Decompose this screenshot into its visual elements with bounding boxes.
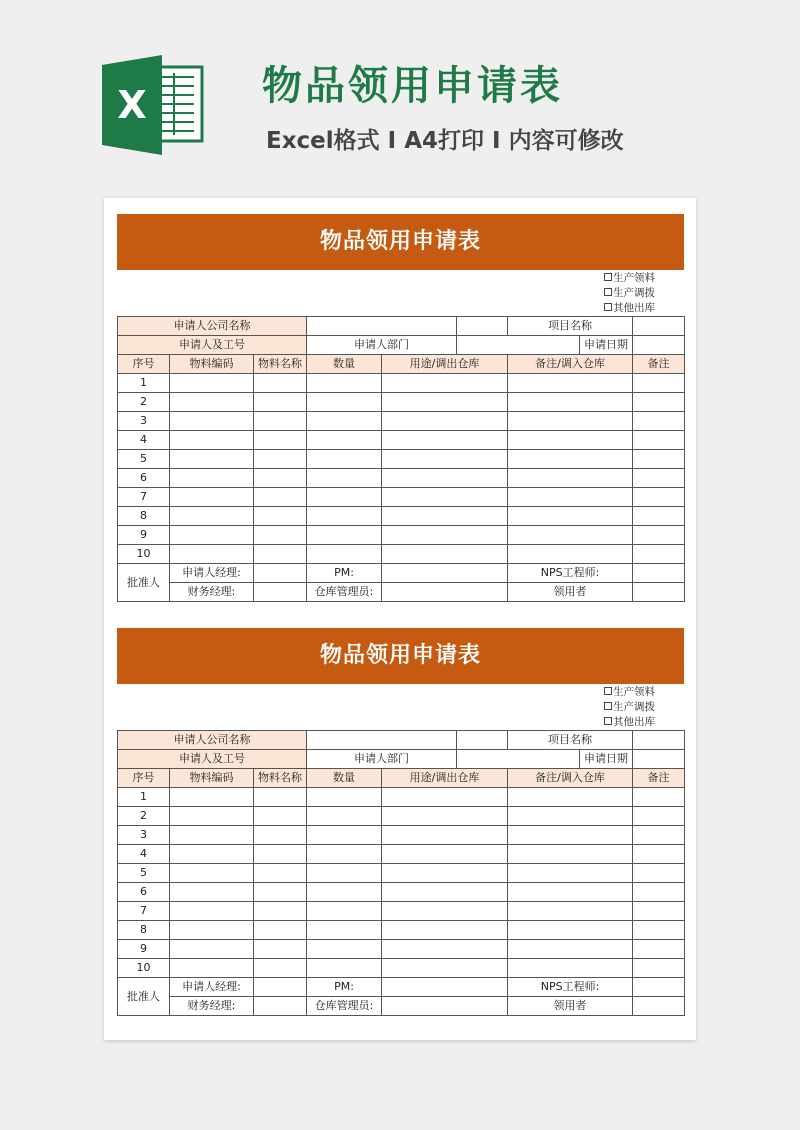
table-row [118, 921, 685, 940]
col-header-code: 物料编码 [170, 355, 254, 374]
checkbox-icon[interactable] [604, 702, 612, 710]
finance-sign-cell[interactable] [254, 583, 307, 602]
row-number: 5 [118, 450, 170, 469]
cell[interactable] [508, 431, 633, 450]
nps-label: NPS工程师: [508, 564, 633, 583]
form-title: 物品领用申请表 [117, 628, 684, 684]
cell[interactable] [508, 902, 633, 921]
table-row [118, 431, 685, 450]
cell[interactable] [382, 393, 508, 412]
cell[interactable] [170, 450, 254, 469]
receiver-label: 领用者 [508, 583, 633, 602]
checkbox-icon[interactable] [604, 717, 612, 725]
info-cell[interactable] [457, 317, 508, 336]
receiver-sign-cell[interactable] [633, 997, 685, 1016]
cell[interactable] [633, 488, 685, 507]
cell[interactable] [508, 450, 633, 469]
cell[interactable] [382, 507, 508, 526]
cell[interactable] [382, 864, 508, 883]
company-label: 申请人公司名称 [118, 731, 307, 750]
cell[interactable] [254, 431, 307, 450]
cell[interactable] [508, 864, 633, 883]
cell[interactable] [382, 545, 508, 564]
form-table [117, 730, 685, 1016]
company-value-cell[interactable] [307, 731, 457, 750]
cell[interactable] [633, 807, 685, 826]
cell[interactable] [382, 526, 508, 545]
row-number: 7 [118, 488, 170, 507]
row-number: 3 [118, 826, 170, 845]
table-row [118, 807, 685, 826]
cell[interactable] [508, 412, 633, 431]
cell[interactable] [508, 788, 633, 807]
request-form-2 [117, 628, 684, 1016]
cell[interactable] [382, 940, 508, 959]
cell[interactable] [508, 826, 633, 845]
cell[interactable] [254, 864, 307, 883]
warehouse-label: 仓库管理员: [307, 583, 382, 602]
row-number: 2 [118, 393, 170, 412]
table-row [118, 393, 685, 412]
cell[interactable] [382, 488, 508, 507]
cell[interactable] [633, 902, 685, 921]
cell[interactable] [307, 864, 382, 883]
cell[interactable] [633, 526, 685, 545]
info-cell[interactable] [457, 731, 508, 750]
col-header-name: 物料名称 [254, 355, 307, 374]
row-number: 8 [118, 507, 170, 526]
cell[interactable] [307, 940, 382, 959]
cell[interactable] [254, 883, 307, 902]
row-number: 9 [118, 526, 170, 545]
cell[interactable] [254, 374, 307, 393]
cell[interactable] [307, 959, 382, 978]
table-row [118, 526, 685, 545]
nps-sign-cell[interactable] [633, 978, 685, 997]
cell[interactable] [508, 507, 633, 526]
cell[interactable] [633, 374, 685, 393]
cell[interactable] [508, 374, 633, 393]
excel-icon [102, 55, 206, 155]
option-item[interactable] [604, 715, 684, 730]
cell[interactable] [307, 507, 382, 526]
table-row [118, 412, 685, 431]
request-form-1 [117, 214, 684, 602]
row-number: 4 [118, 845, 170, 864]
cell[interactable] [254, 488, 307, 507]
cell[interactable] [254, 393, 307, 412]
approver-label: 批准人 [118, 564, 170, 602]
cell[interactable] [633, 469, 685, 488]
pm-sign-cell[interactable] [382, 978, 508, 997]
pm-sign-cell[interactable] [382, 564, 508, 583]
cell[interactable] [382, 921, 508, 940]
form-table [117, 316, 685, 602]
receiver-sign-cell[interactable] [633, 583, 685, 602]
cell[interactable] [307, 826, 382, 845]
warehouse-label: 仓库管理员: [307, 997, 382, 1016]
table-row [118, 826, 685, 845]
cell[interactable] [382, 959, 508, 978]
department-value-cell[interactable] [457, 750, 580, 769]
manager-sign-cell[interactable] [254, 978, 307, 997]
row-number: 3 [118, 412, 170, 431]
table-row [118, 450, 685, 469]
col-header-code: 物料编码 [170, 769, 254, 788]
cell[interactable] [307, 902, 382, 921]
project-value-cell[interactable] [633, 731, 685, 750]
applicant-id-label: 申请人及工号 [118, 336, 307, 355]
cell[interactable] [254, 940, 307, 959]
table-row [118, 902, 685, 921]
project-value-cell[interactable] [633, 317, 685, 336]
cell[interactable] [633, 864, 685, 883]
cell[interactable] [633, 788, 685, 807]
option-label: 生产调拨 [613, 287, 655, 299]
table-row [118, 864, 685, 883]
cell[interactable] [508, 526, 633, 545]
table-row [118, 940, 685, 959]
date-label: 申请日期 [580, 750, 633, 769]
cell[interactable] [633, 431, 685, 450]
cell[interactable] [633, 921, 685, 940]
finance-sign-cell[interactable] [254, 997, 307, 1016]
table-row [118, 469, 685, 488]
cell[interactable] [382, 450, 508, 469]
cell[interactable] [254, 507, 307, 526]
cell[interactable] [307, 412, 382, 431]
row-number: 6 [118, 883, 170, 902]
cell[interactable] [382, 788, 508, 807]
company-label: 申请人公司名称 [118, 317, 307, 336]
cell[interactable] [170, 940, 254, 959]
cell[interactable] [307, 431, 382, 450]
cell[interactable] [254, 469, 307, 488]
checkbox-icon[interactable] [604, 303, 612, 311]
header [0, 0, 800, 195]
row-number: 4 [118, 431, 170, 450]
cell[interactable] [307, 526, 382, 545]
table-row [118, 959, 685, 978]
cell[interactable] [170, 507, 254, 526]
row-number: 1 [118, 374, 170, 393]
main-title: 物品领用申请表 [262, 63, 563, 109]
cell[interactable] [170, 921, 254, 940]
type-options [117, 270, 684, 316]
cell[interactable] [170, 526, 254, 545]
cell[interactable] [254, 526, 307, 545]
cell[interactable] [170, 883, 254, 902]
receiver-label: 领用者 [508, 997, 633, 1016]
manager-label: 申请人经理: [170, 564, 254, 583]
option-item[interactable] [604, 700, 684, 715]
cell[interactable] [254, 902, 307, 921]
cell[interactable] [170, 788, 254, 807]
cell[interactable] [633, 393, 685, 412]
company-value-cell[interactable] [307, 317, 457, 336]
department-label: 申请人部门 [307, 336, 457, 355]
cell[interactable] [633, 450, 685, 469]
cell[interactable] [170, 469, 254, 488]
option-label: 生产领料 [613, 272, 655, 284]
cell[interactable] [633, 545, 685, 564]
option-item[interactable] [604, 301, 684, 316]
pm-label: PM: [307, 564, 382, 583]
cell[interactable] [170, 959, 254, 978]
applicant-id-label: 申请人及工号 [118, 750, 307, 769]
department-label: 申请人部门 [307, 750, 457, 769]
option-label: 生产领料 [613, 686, 655, 698]
checkbox-icon[interactable] [604, 273, 612, 281]
form-title: 物品领用申请表 [117, 214, 684, 270]
table-row [118, 488, 685, 507]
row-number: 1 [118, 788, 170, 807]
cell[interactable] [633, 959, 685, 978]
nps-label: NPS工程师: [508, 978, 633, 997]
cell[interactable] [170, 902, 254, 921]
manager-sign-cell[interactable] [254, 564, 307, 583]
warehouse-sign-cell[interactable] [382, 583, 508, 602]
table-row [118, 545, 685, 564]
document-sheet [104, 198, 696, 1040]
cell[interactable] [254, 545, 307, 564]
cell[interactable] [307, 807, 382, 826]
col-header-qty: 数量 [307, 355, 382, 374]
col-header-note-in: 备注/调入仓库 [508, 769, 633, 788]
date-value-cell[interactable] [633, 750, 685, 769]
warehouse-sign-cell[interactable] [382, 997, 508, 1016]
cell[interactable] [382, 431, 508, 450]
cell[interactable] [633, 826, 685, 845]
cell[interactable] [170, 393, 254, 412]
cell[interactable] [307, 488, 382, 507]
row-number: 9 [118, 940, 170, 959]
cell[interactable] [382, 412, 508, 431]
cell[interactable] [508, 940, 633, 959]
cell[interactable] [508, 845, 633, 864]
project-label: 项目名称 [508, 731, 633, 750]
subtitle: Excel格式 I A4打印 I 内容可修改 [266, 128, 624, 154]
cell[interactable] [254, 450, 307, 469]
pm-label: PM: [307, 978, 382, 997]
excel-logo-letter: X [117, 83, 147, 127]
cell[interactable] [254, 845, 307, 864]
nps-sign-cell[interactable] [633, 564, 685, 583]
cell[interactable] [508, 545, 633, 564]
cell[interactable] [170, 864, 254, 883]
cell[interactable] [170, 807, 254, 826]
row-number: 2 [118, 807, 170, 826]
cell[interactable] [508, 921, 633, 940]
cell[interactable] [508, 883, 633, 902]
option-item[interactable] [604, 286, 684, 301]
cell[interactable] [170, 374, 254, 393]
cell[interactable] [382, 902, 508, 921]
col-header-name: 物料名称 [254, 769, 307, 788]
cell[interactable] [307, 450, 382, 469]
approver-label: 批准人 [118, 978, 170, 1016]
finance-label: 财务经理: [170, 583, 254, 602]
cell[interactable] [382, 826, 508, 845]
option-item[interactable] [604, 685, 684, 700]
cell[interactable] [382, 374, 508, 393]
table-row [118, 788, 685, 807]
cell[interactable] [170, 412, 254, 431]
cell[interactable] [633, 412, 685, 431]
department-value-cell[interactable] [457, 336, 580, 355]
table-row [118, 883, 685, 902]
cell[interactable] [307, 921, 382, 940]
table-row [118, 374, 685, 393]
cell[interactable] [508, 393, 633, 412]
cell[interactable] [170, 545, 254, 564]
col-header-qty: 数量 [307, 769, 382, 788]
cell[interactable] [254, 921, 307, 940]
cell[interactable] [254, 826, 307, 845]
col-header-remark: 备注 [633, 769, 685, 788]
cell[interactable] [633, 940, 685, 959]
col-header-usage: 用途/调出仓库 [382, 769, 508, 788]
cell[interactable] [307, 393, 382, 412]
col-header-no: 序号 [118, 769, 170, 788]
row-number: 10 [118, 959, 170, 978]
cell[interactable] [307, 374, 382, 393]
cell[interactable] [508, 807, 633, 826]
row-number: 5 [118, 864, 170, 883]
cell[interactable] [307, 845, 382, 864]
col-header-note-in: 备注/调入仓库 [508, 355, 633, 374]
cell[interactable] [307, 469, 382, 488]
cell[interactable] [170, 845, 254, 864]
row-number: 7 [118, 902, 170, 921]
cell[interactable] [633, 845, 685, 864]
cell[interactable] [382, 807, 508, 826]
manager-label: 申请人经理: [170, 978, 254, 997]
col-header-no: 序号 [118, 355, 170, 374]
cell[interactable] [170, 488, 254, 507]
project-label: 项目名称 [508, 317, 633, 336]
cell[interactable] [307, 883, 382, 902]
table-row [118, 507, 685, 526]
cell[interactable] [633, 507, 685, 526]
row-number: 8 [118, 921, 170, 940]
cell[interactable] [254, 788, 307, 807]
date-value-cell[interactable] [633, 336, 685, 355]
finance-label: 财务经理: [170, 997, 254, 1016]
cell[interactable] [170, 431, 254, 450]
table-row [118, 845, 685, 864]
option-label: 其他出库 [613, 716, 655, 728]
checkbox-icon[interactable] [604, 687, 612, 695]
col-header-remark: 备注 [633, 355, 685, 374]
cell[interactable] [254, 959, 307, 978]
cell[interactable] [508, 488, 633, 507]
cell[interactable] [254, 412, 307, 431]
cell[interactable] [307, 545, 382, 564]
cell[interactable] [508, 959, 633, 978]
option-label: 生产调拨 [613, 701, 655, 713]
cell[interactable] [633, 883, 685, 902]
date-label: 申请日期 [580, 336, 633, 355]
cell[interactable] [254, 807, 307, 826]
cell[interactable] [382, 883, 508, 902]
cell[interactable] [307, 788, 382, 807]
col-header-usage: 用途/调出仓库 [382, 355, 508, 374]
option-item[interactable] [604, 271, 684, 286]
checkbox-icon[interactable] [604, 288, 612, 296]
cell[interactable] [382, 845, 508, 864]
cell[interactable] [508, 469, 633, 488]
cell[interactable] [382, 469, 508, 488]
row-number: 6 [118, 469, 170, 488]
cell[interactable] [170, 826, 254, 845]
option-label: 其他出库 [613, 302, 655, 314]
row-number: 10 [118, 545, 170, 564]
type-options [117, 684, 684, 730]
